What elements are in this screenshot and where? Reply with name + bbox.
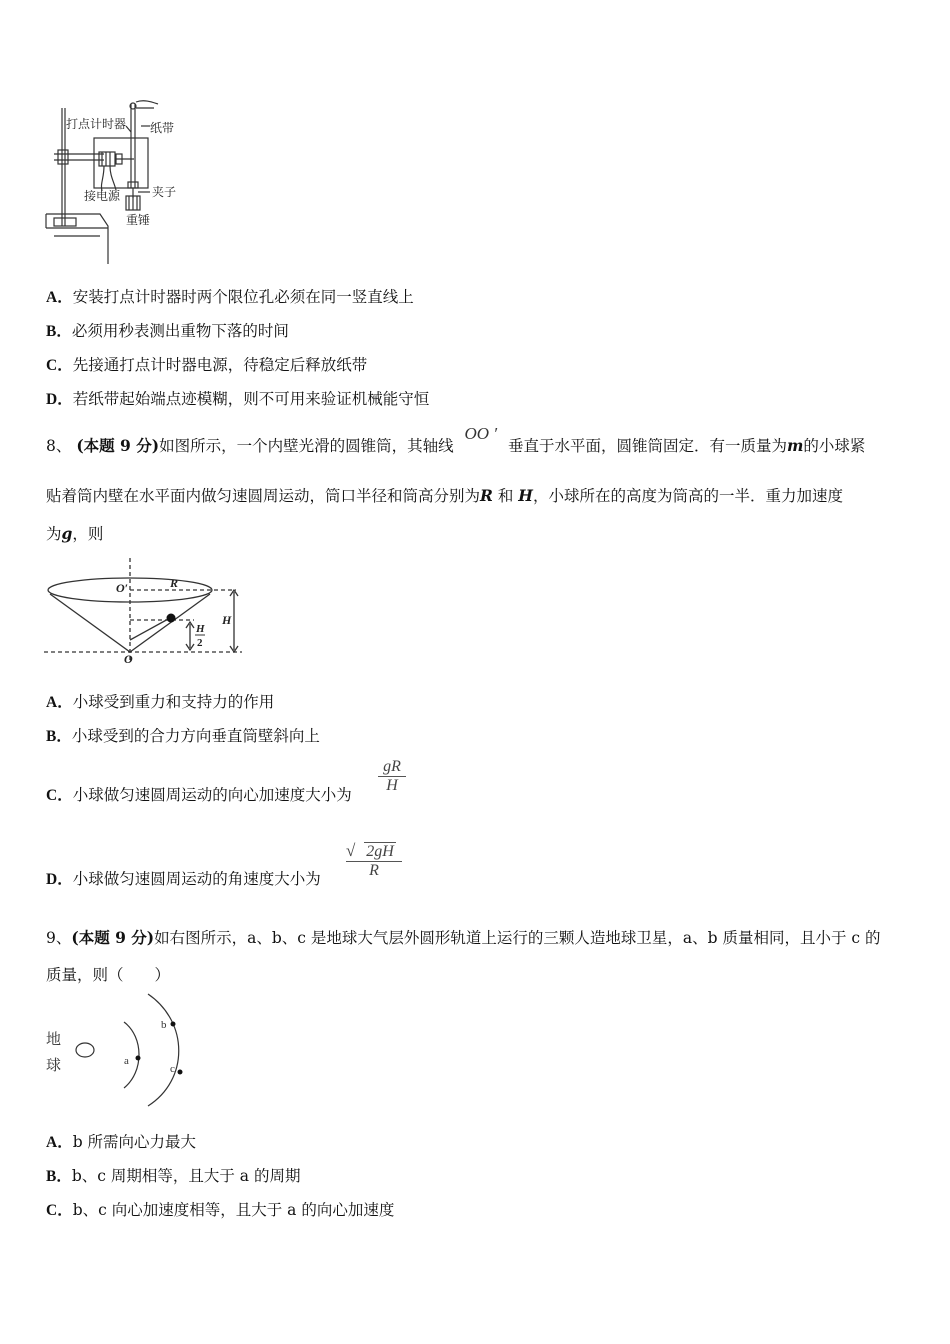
option-letter: D．: [46, 391, 73, 408]
q8-option-d: [46, 867, 321, 889]
label-half-den: 2: [197, 637, 203, 649]
q9-option-a: [46, 1130, 196, 1152]
label-weight: 重锤: [126, 213, 151, 227]
option-text: b 所需向心力最大: [72, 1133, 197, 1151]
label-timer: 打点计时器: [66, 117, 127, 131]
q8-stem-line2: [46, 484, 843, 506]
option-letter: B．: [46, 323, 72, 340]
gravity-symbol: g: [61, 524, 73, 543]
q9-option-c: [46, 1198, 394, 1220]
fraction-numerator: [346, 843, 402, 861]
label-power: 接电源: [84, 189, 121, 203]
orbit-figure: [44, 992, 189, 1108]
label-clip: 夹子: [152, 185, 177, 199]
label-b: b: [161, 1019, 167, 1031]
option-text: 小球受到的合力方向垂直筒壁斜向上: [71, 727, 320, 745]
question-number: 8、: [46, 437, 72, 455]
option-letter: C．: [46, 357, 73, 374]
label-o-top: O′: [116, 581, 129, 595]
q7-option-c: [46, 353, 367, 375]
option-letter: B．: [46, 728, 72, 745]
stem-text: 为: [46, 525, 62, 543]
option-text: 小球做匀速圆周运动的向心加速度大小为: [72, 786, 352, 804]
stem-text: 如图所示，一个内壁光滑的圆锥筒，其轴线: [159, 437, 454, 455]
question-score: (本题 9 分): [71, 928, 155, 947]
option-text: 小球做匀速圆周运动的角速度大小为: [72, 870, 321, 888]
label-half-num: H: [196, 623, 205, 635]
sqrt-sign-icon: √: [346, 841, 356, 860]
q7-option-a: [46, 285, 414, 307]
stem-text: 质量，则（ ）: [46, 966, 171, 984]
option-text: 若纸带起始端点迹模糊，则不可用来验证机械能守恒: [72, 390, 430, 408]
label-earth-2: 球: [46, 1058, 62, 1074]
stem-text: ，则: [72, 525, 104, 543]
radicand: 2gH: [366, 843, 394, 860]
q8-option-b: [46, 724, 320, 746]
label-tape: 纸带: [150, 121, 175, 135]
option-letter: A．: [46, 694, 73, 711]
option-letter: D．: [46, 871, 73, 888]
stem-text: 的小球紧: [803, 437, 866, 455]
stem-text: 如右图所示，a、b、c 是地球大气层外圆形轨道上运行的三颗人造地球卫星，a、b 质量相同，且小于 c 的: [154, 929, 881, 947]
option-letter: C．: [46, 1202, 73, 1219]
fraction-numerator: gR: [383, 758, 401, 775]
q9-option-b: [46, 1164, 300, 1186]
option-text: 安装打点计时器时两个限位孔必须在同一竖直线上: [72, 288, 414, 306]
option-text: 先接通打点计时器电源，待稳定后释放纸带: [72, 356, 368, 374]
label-c: c: [170, 1063, 175, 1075]
q9-stem-line2: [46, 963, 170, 985]
option-text: b、c 向心加速度相等，且大于 a 的向心加速度: [72, 1201, 395, 1219]
stem-text: 和: [497, 487, 514, 505]
stem-text: ，小球所在的高度为筒高的一半．重力加速度: [532, 487, 843, 505]
fraction-denominator: R: [346, 861, 402, 880]
option-letter: B．: [46, 1168, 72, 1185]
q8-stem-line1: [46, 424, 866, 456]
q9-stem-line1: [46, 926, 881, 948]
fraction-gr-over-h: [378, 758, 406, 795]
q8-option-c: [46, 783, 352, 805]
label-o-bottom: O: [124, 652, 133, 666]
q8-option-a: [46, 690, 274, 712]
option-text: 小球受到重力和支持力的作用: [72, 693, 275, 711]
radius-symbol: R: [480, 486, 493, 505]
fraction-sqrt-2gh-over-r: [346, 843, 402, 880]
option-letter: C．: [46, 787, 73, 804]
option-letter: A．: [46, 289, 73, 306]
q8-stem-line3: [46, 522, 103, 544]
mass-symbol: m: [787, 436, 804, 455]
label-earth-1: 地: [46, 1032, 62, 1048]
stem-text: 垂直于水平面，圆锥筒固定．有一质量为: [507, 437, 787, 455]
option-letter: A．: [46, 1134, 73, 1151]
option-text: 必须用秒表测出重物下落的时间: [71, 322, 289, 340]
label-h: H: [222, 613, 232, 627]
cone-figure: [44, 556, 254, 668]
height-symbol: H: [518, 486, 533, 505]
stem-text: 贴着筒内壁在水平面内做匀速圆周运动，筒口半径和筒高分别为: [46, 487, 481, 505]
fraction-denominator: H: [378, 776, 406, 795]
label-r: R: [170, 576, 179, 590]
q7-option-b: [46, 319, 289, 341]
q7-option-d: [46, 387, 429, 409]
option-text: b、c 周期相等，且大于 a 的周期: [71, 1167, 301, 1185]
question-score: (本题 9 分): [76, 436, 160, 455]
axis-symbol: OO ′: [464, 424, 498, 443]
question-number: 9、: [46, 929, 72, 947]
label-a: a: [124, 1055, 129, 1067]
apparatus-figure: [44, 96, 204, 266]
